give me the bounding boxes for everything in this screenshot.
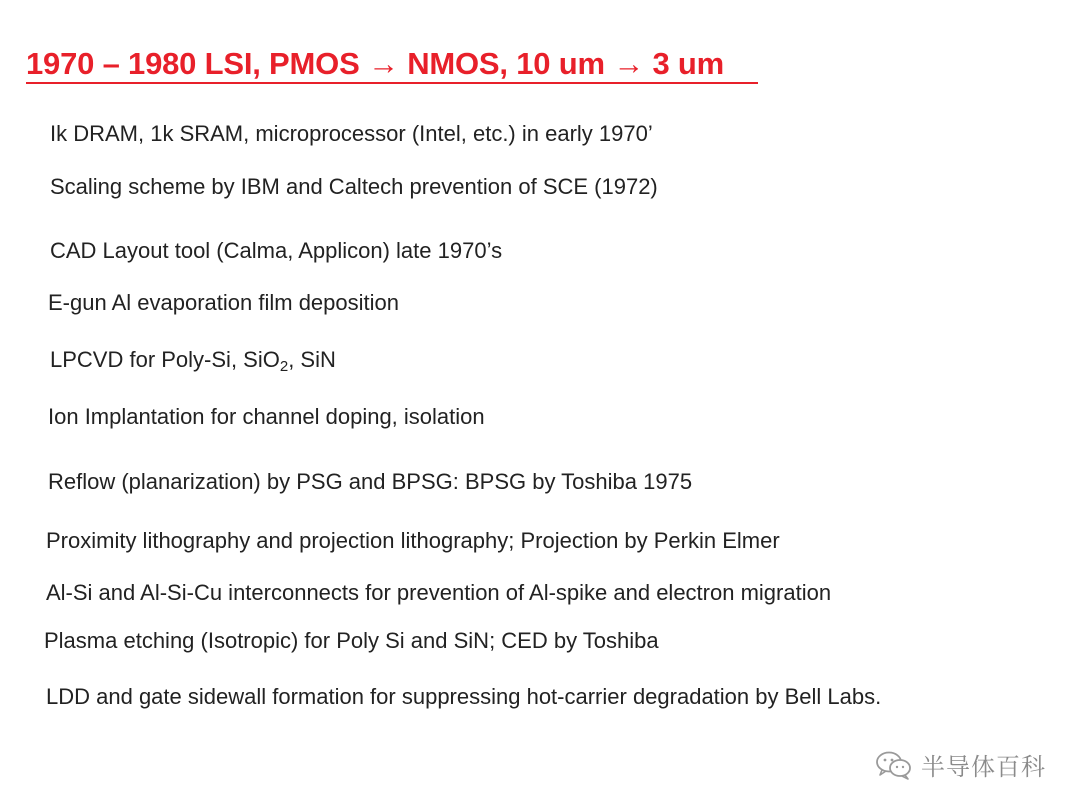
bullet-text: , SiN [288, 347, 336, 372]
bullet-item [50, 346, 336, 374]
arrow-icon: → [367, 46, 399, 81]
slide-title [26, 44, 724, 84]
arrow-icon: → [613, 46, 645, 81]
bullet-item: E-gun Al evaporation film deposition [48, 290, 399, 315]
bullet-item: LDD and gate sidewall formation for suppressing hot-carrier degradation by Bell Labs. [46, 684, 882, 709]
title-right: 3 um [644, 46, 725, 81]
subscript: 2 [279, 358, 289, 375]
watermark [875, 747, 1046, 782]
bullet-text: LPCVD for Poly-Si, SiO [50, 347, 280, 372]
title-middle: NMOS, 10 um [398, 46, 614, 81]
bullet-item: Ik DRAM, 1k SRAM, microprocessor (Intel, etc.) in early 1970’ [50, 121, 653, 146]
bullet-item: CAD Layout tool (Calma, Applicon) late 1970’s [50, 238, 503, 263]
bullet-item: Plasma etching (Isotropic) for Poly Si and SiN; CED by Toshiba [44, 628, 659, 653]
bullet-item: Proximity lithography and projection lithography; Projection by Perkin Elmer [46, 528, 780, 553]
wechat-icon [875, 750, 913, 780]
watermark-text: 半导体百科 [921, 753, 1046, 781]
bullet-item: Ion Implantation for channel doping, isolation [48, 404, 485, 429]
bullet-item: Scaling scheme by IBM and Caltech prevention of SCE (1972) [50, 174, 658, 199]
bullet-item: Al-Si and Al-Si-Cu interconnects for prevention of Al-spike and electron migration [46, 580, 832, 605]
bullet-item: Reflow (planarization) by PSG and BPSG: BPSG by Toshiba 1975 [48, 469, 693, 494]
title-underline [26, 82, 758, 84]
title-left: 1970 – 1980 LSI, PMOS [26, 46, 368, 81]
